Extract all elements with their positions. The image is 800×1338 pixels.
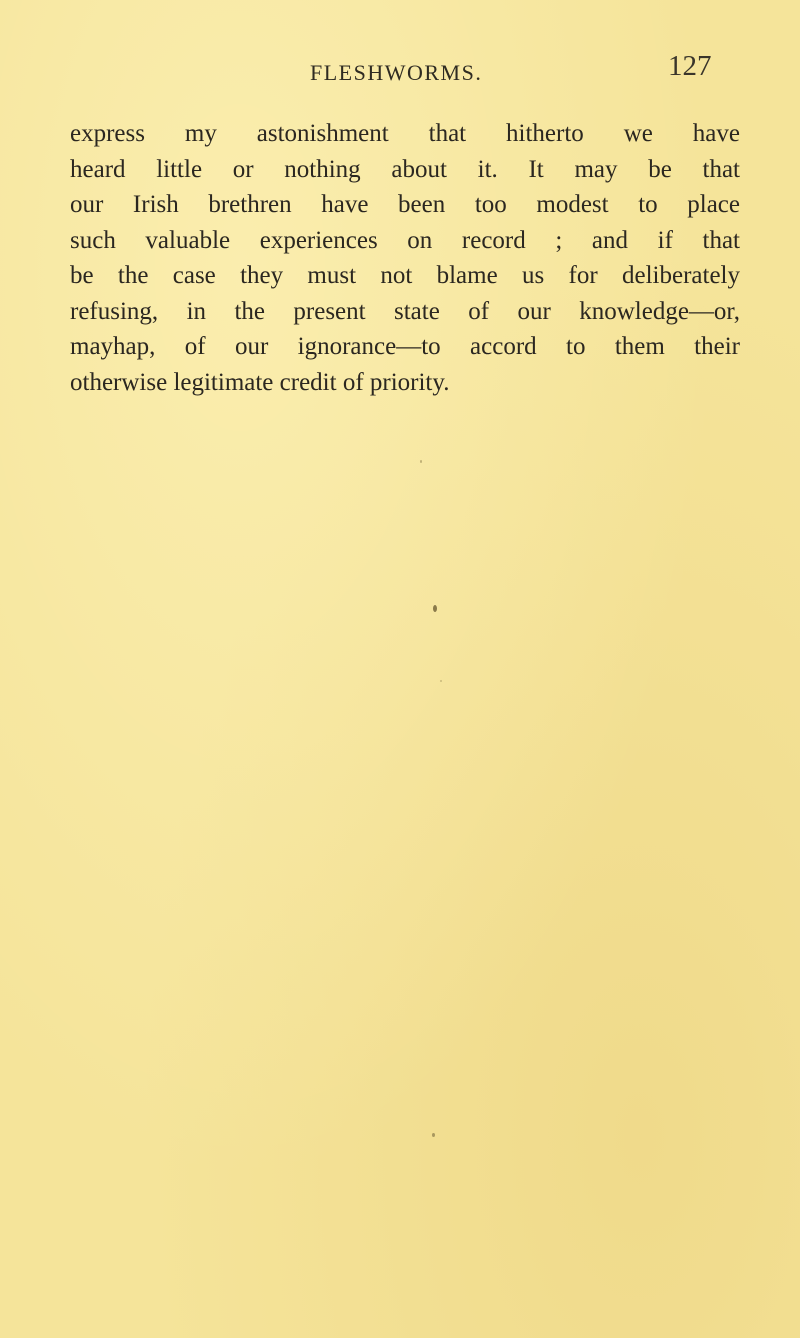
paper-speck bbox=[433, 605, 437, 612]
text-line: otherwise legitimate credit of priority. bbox=[70, 368, 450, 396]
text-line: express my astonishment that hitherto we have bbox=[70, 120, 740, 147]
page-number: 127 bbox=[668, 50, 712, 82]
text-line: refusing, in the present state of our knowledge—or, bbox=[70, 297, 740, 325]
paper-speck bbox=[420, 460, 422, 463]
text-line: our Irish brethren have been too modest to place bbox=[70, 191, 740, 218]
text-line: mayhap, of our ignorance—to accord to them their bbox=[70, 333, 740, 360]
text-line: such valuable experiences on record ; and if that bbox=[70, 226, 740, 254]
paper-speck bbox=[432, 1133, 435, 1137]
text-line: be the case they must not blame us for deliberately bbox=[70, 262, 740, 289]
body-paragraph bbox=[70, 116, 740, 400]
paper-speck bbox=[440, 680, 442, 682]
text-line: heard little or nothing about it. It may be that bbox=[70, 155, 740, 183]
running-title: FLESHWORMS. bbox=[310, 60, 483, 85]
